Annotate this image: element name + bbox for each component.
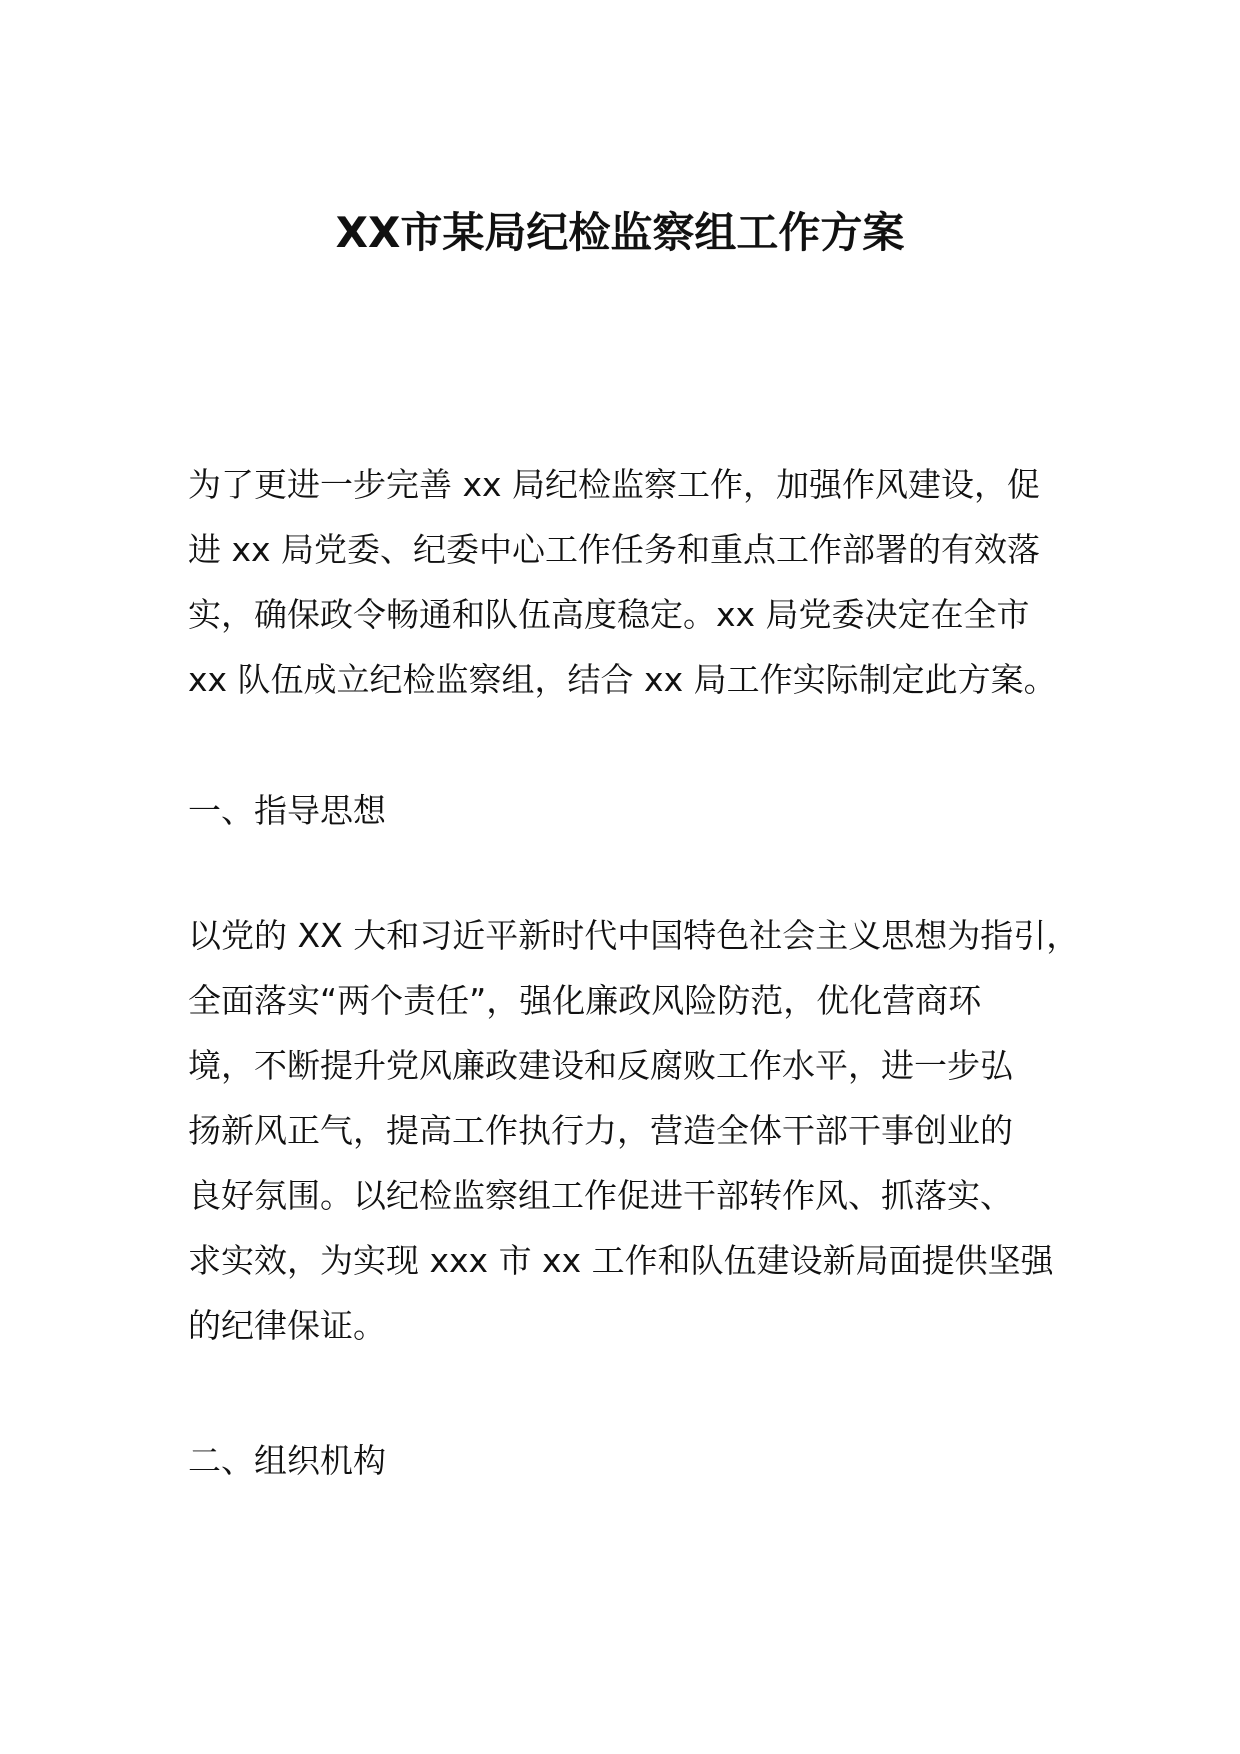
section-heading-text: 一、指导思想	[188, 791, 386, 830]
section-1-heading	[188, 778, 1078, 843]
document-title: XX市某局纪检监察组工作方案	[335, 208, 905, 257]
paragraph-line: 境，不断提升党风廉政建设和反腐败工作水平，进一步弘	[188, 1046, 1013, 1085]
intro-line: 实，确保政令畅通和队伍高度稳定。xx 局党委决定在全市	[188, 595, 1030, 634]
paragraph-line: 良好氛围。以纪检监察组工作促进干部转作风、抓落实、	[188, 1176, 1013, 1215]
intro-paragraph	[188, 452, 1078, 712]
guiding-thought-paragraph	[188, 903, 1078, 1358]
paragraph-line: 的纪律保证。	[188, 1306, 386, 1345]
intro-line: 为了更进一步完善 xx 局纪检监察工作，加强作风建设，促	[188, 465, 1041, 504]
paragraph-line: 扬新风正气，提高工作执行力，营造全体干部干事创业的	[188, 1111, 1013, 1150]
paragraph-line: 全面落实“两个责任”，强化廉政风险防范，优化营商环	[188, 981, 982, 1020]
intro-line: xx 队伍成立纪检监察组，结合 xx 局工作实际制定此方案。	[188, 660, 1057, 699]
section-heading-text: 二、组织机构	[188, 1441, 386, 1480]
section-2-heading	[188, 1428, 1078, 1493]
paragraph-line: 以党的 XX 大和习近平新时代中国特色社会主义思想为指引，	[188, 916, 1080, 955]
paragraph-line: 求实效，为实现 xxx 市 xx 工作和队伍建设新局面提供坚强	[188, 1241, 1054, 1280]
intro-line: 进 xx 局党委、纪委中心工作任务和重点工作部署的有效落	[188, 530, 1041, 569]
